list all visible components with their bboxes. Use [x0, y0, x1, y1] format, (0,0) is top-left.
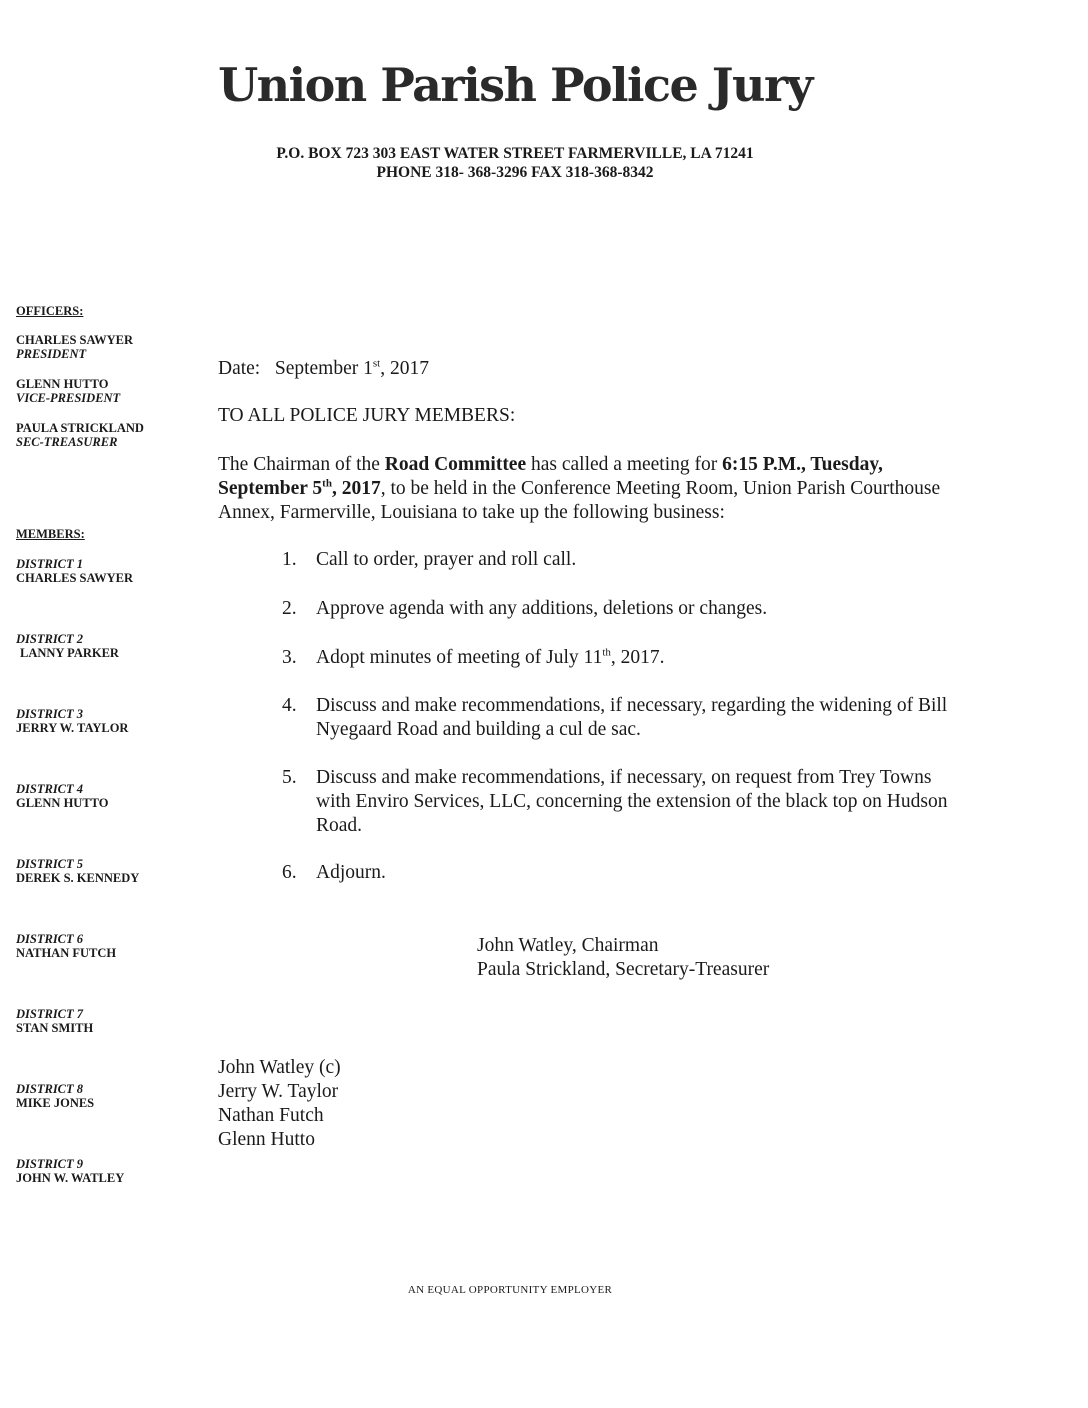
member-district: DISTRICT 7: [16, 1007, 84, 1021]
agenda-item: [282, 861, 972, 885]
member-name: DEREK S. KENNEDY: [16, 871, 140, 885]
agenda-text: [316, 646, 966, 670]
salutation: TO ALL POLICE JURY MEMBERS:: [218, 405, 516, 426]
date-suffix: st: [372, 357, 381, 370]
agenda-item: [282, 766, 972, 838]
cc-name: Glenn Hutto: [218, 1129, 315, 1150]
members-heading: MEMBERS:: [16, 527, 85, 541]
agenda-text: Discuss and make recommendations, if necessary, on request from Trey Towns with Enviro Services, LLC, concerning the extension of the black top on Hudson Road.: [316, 767, 948, 836]
agenda-text-part: Adopt minutes of meeting of July 11: [316, 647, 603, 668]
intro-text: , to be held in the Conference Meeting Room, Union Parish Courthouse Annex, Farmerville, Louisiana to take up the following business:: [218, 478, 941, 523]
member-name: GLENN HUTTO: [16, 796, 109, 810]
agenda-item: [282, 694, 972, 742]
officer-name: GLENN HUTTO: [16, 377, 109, 391]
agenda-item: [282, 646, 972, 670]
member-district: DISTRICT 5: [16, 857, 84, 871]
meeting-date-year: , 2017: [331, 478, 381, 499]
organization-title: Union Parish Police Jury: [218, 58, 812, 112]
member-district: DISTRICT 1: [16, 557, 84, 571]
officer-name: CHARLES SAWYER: [16, 333, 134, 347]
date-value: September 1: [274, 358, 373, 379]
agenda-number: 2.: [282, 598, 297, 619]
agenda-number: 6.: [282, 862, 297, 883]
member-district: DISTRICT 2: [16, 632, 84, 646]
agenda-text-part: , 2017.: [610, 647, 665, 668]
cc-name: John Watley (c): [218, 1057, 341, 1078]
member-name: MIKE JONES: [16, 1096, 95, 1110]
member-name: JOHN W. WATLEY: [16, 1171, 125, 1185]
member-district: DISTRICT 3: [16, 707, 84, 721]
date-year: , 2017: [380, 358, 429, 379]
officer-role: VICE-PRESIDENT: [16, 391, 121, 405]
date-label: Date:: [218, 358, 261, 379]
member-name: LANNY PARKER: [20, 646, 119, 660]
officers-heading: OFFICERS:: [16, 304, 84, 318]
member-name: STAN SMITH: [16, 1021, 94, 1035]
letter-date: [218, 357, 429, 381]
member-district: DISTRICT 9: [16, 1157, 84, 1171]
member-district: DISTRICT 4: [16, 782, 84, 796]
agenda-text: Adjourn.: [316, 862, 386, 883]
intro-text: The Chairman of the: [218, 454, 385, 475]
intro-paragraph: [218, 453, 958, 525]
agenda-number: 4.: [282, 695, 297, 716]
meeting-date-text: September 5: [218, 478, 323, 499]
officer-role: PRESIDENT: [16, 347, 87, 361]
address-line: P.O. BOX 723 303 EAST WATER STREET FARMERVILLE, LA 71241: [276, 145, 754, 162]
member-name: JERRY W. TAYLOR: [16, 721, 129, 735]
agenda-number: 1.: [282, 549, 297, 570]
meeting-time: 6:15 P.M., Tuesday,: [722, 454, 883, 475]
member-district: DISTRICT 8: [16, 1082, 84, 1096]
agenda-text: Approve agenda with any additions, deletions or changes.: [316, 598, 768, 619]
signer-secretary: Paula Strickland, Secretary-Treasurer: [477, 959, 770, 980]
footer-text: AN EQUAL OPPORTUNITY EMPLOYER: [407, 1284, 613, 1296]
meeting-date: [218, 478, 381, 499]
phone-fax-line: PHONE 318- 368-3296 FAX 318-368-8342: [376, 164, 654, 181]
cc-name: Jerry W. Taylor: [218, 1081, 339, 1102]
agenda-text-sup: th: [602, 646, 611, 659]
meeting-date-suffix: th: [322, 477, 332, 490]
agenda-number: 3.: [282, 647, 297, 668]
agenda-item: [282, 548, 972, 572]
cc-name: Nathan Futch: [218, 1105, 324, 1126]
member-district: DISTRICT 6: [16, 932, 84, 946]
committee-name: Road Committee: [384, 454, 527, 475]
agenda-item: [282, 597, 972, 621]
officer-role: SEC-TREASURER: [16, 435, 118, 449]
agenda-text: Discuss and make recommendations, if necessary, regarding the widening of Bill Nyegaard Road and building a cul de sac.: [316, 695, 948, 740]
signer-chairman: John Watley, Chairman: [477, 935, 659, 956]
agenda-number: 5.: [282, 767, 297, 788]
agenda-text: Call to order, prayer and roll call.: [316, 549, 577, 570]
member-name: NATHAN FUTCH: [16, 946, 117, 960]
intro-text: has called a meeting for: [526, 454, 723, 475]
member-name: CHARLES SAWYER: [16, 571, 134, 585]
officer-name: PAULA STRICKLAND: [16, 421, 144, 435]
